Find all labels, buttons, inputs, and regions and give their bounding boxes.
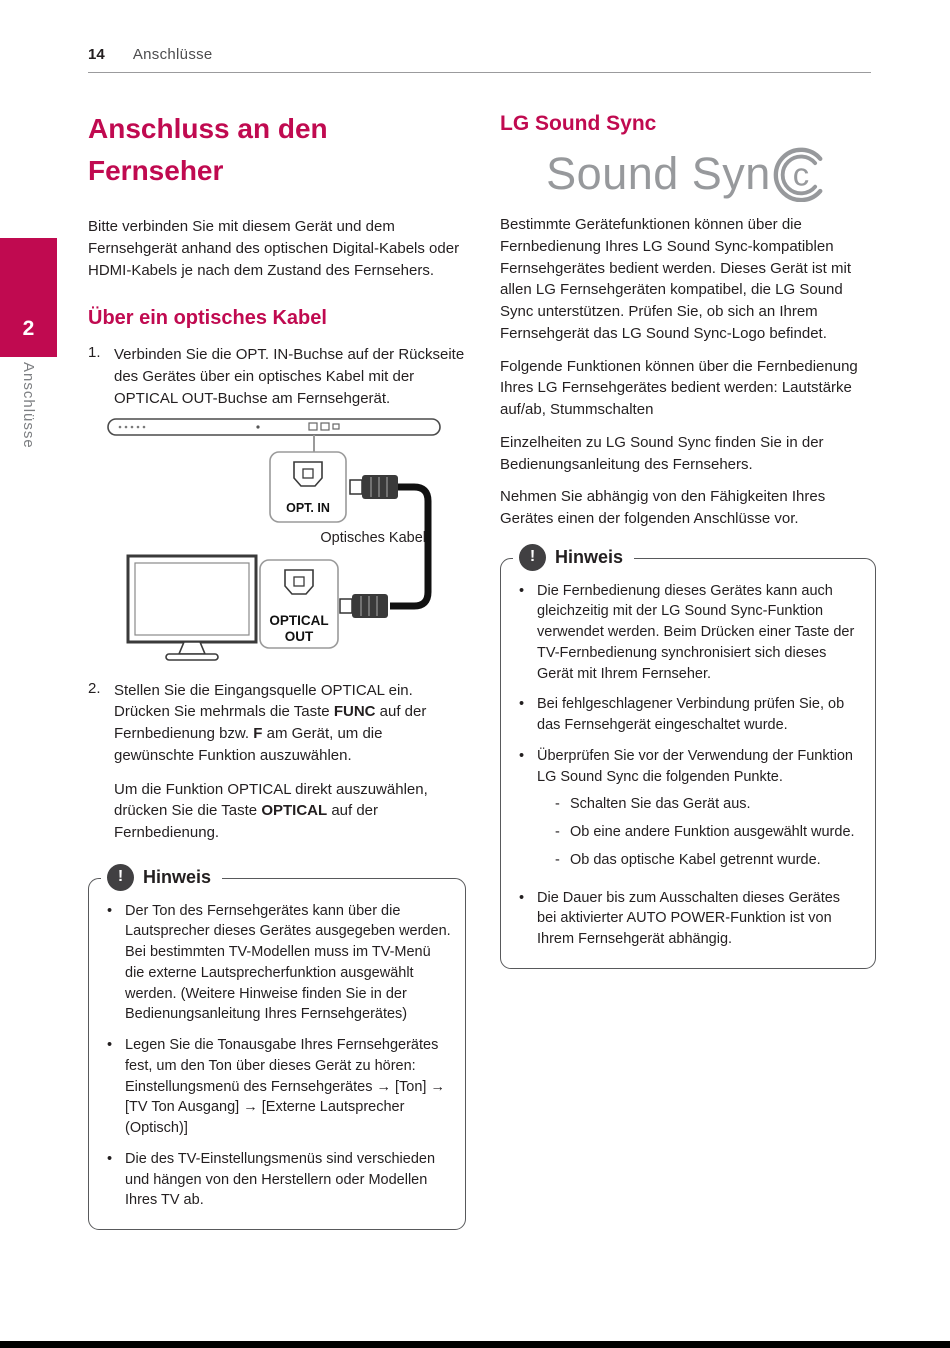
logo-letter-c: c bbox=[792, 155, 810, 193]
optical-cable-plug-bottom bbox=[340, 594, 388, 618]
chapter-vertical-label: Anschlüsse bbox=[20, 362, 37, 449]
bullet-icon: • bbox=[519, 696, 525, 713]
subsection-title: Über ein optisches Kabel bbox=[88, 307, 327, 330]
bullet-icon: • bbox=[107, 902, 113, 919]
sound-sync-logo bbox=[500, 144, 876, 202]
note-bullet: • Bei fehlgeschlagener Verbindung prüfen Sie, ob das Fernsehgerät eingeschaltet wurde. bbox=[519, 694, 862, 735]
step-2-paragraph-2: Um die Funktion OPTICAL direkt auszuwählen, drücken Sie die Taste OPTICAL auf der Fernbedienung. bbox=[114, 780, 428, 841]
note-bullet: • Legen Sie die Tonausgabe Ihres Fernsehgerätes fest, um den Ton über dieses Gerät zu hören: Einstellungsmenü des Fernsehgerätes → [Ton] → [TV Ton Ausgang] → [Externe Lautsprecher (Optisch)] bbox=[107, 1035, 452, 1139]
section-title-right: LG Sound Sync bbox=[500, 112, 657, 135]
optical-out-label-1: OPTICAL bbox=[269, 612, 329, 628]
sound-sync-logo-text: Sound Syn bbox=[546, 147, 771, 199]
bullet-icon: • bbox=[519, 747, 525, 764]
right-paragraph: Bestimmte Gerätefunktionen können über die Fernbedienung Ihres LG Sound Sync-kompatiblen Fernsehgerätes bedient werden. Dieses Gerät ist mit allen LG Fernsehgeräten kompatibel, die LG Sound Sync unterstützen. Prüfen Sie, ob sich an Ihrem Fernsehgerät das LG Sound Sync-Logo befindet. bbox=[500, 216, 851, 342]
note-bullet: • Die des TV-Einstellungsmenüs sind verschieden und hängen von den Herstellern oder Modellen Ihres TV ab. bbox=[107, 1149, 452, 1211]
page-number: 14 bbox=[88, 46, 105, 63]
note-box-right bbox=[500, 546, 876, 969]
note-title bbox=[513, 544, 634, 571]
chapter-tab bbox=[0, 238, 57, 357]
note-bullet: • Überprüfen Sie vor der Verwendung der Funktion LG Sound Sync die folgenden Punkte. - Schalten Sie das Gerät aus. - Ob eine andere Funktion ausgewählt wurde. - Ob das optische Kabel getrennt wurde. bbox=[519, 746, 862, 878]
optical-cable bbox=[390, 487, 428, 606]
step-1-text: Verbinden Sie die OPT. IN-Buchse auf der Rückseite des Gerätes über ein optisches Kabel mit der OPTICAL OUT-Buchse am Fernsehgerät. bbox=[114, 346, 465, 407]
note-subitem: - Schalten Sie das Gerät aus. bbox=[555, 794, 862, 815]
note-bullet: • Die Fernbedienung dieses Gerätes kann auch gleichzeitig mit der LG Sound Sync-Funktion verwendet werden. Beim Drücken einer Taste der TV-Fernbedienung synchronisiert sich dieses Gerät mit Ihrem Fernseher. bbox=[519, 581, 862, 685]
page-header bbox=[88, 46, 871, 73]
right-paragraph: Folgende Funktionen können über die Fernbedienung Ihres LG Fernsehgerätes bedient werden: Lautstärke auf/ab, Stummschalten bbox=[500, 357, 858, 418]
step-2 bbox=[88, 680, 466, 844]
optical-out-label-2: OUT bbox=[284, 628, 314, 644]
intro-paragraph: Bitte verbinden Sie mit diesem Gerät und dem Fernsehgerät anhand des optischen Digital-Kabels oder HDMI-Kabels je nach dem Zustand des Fernsehers. bbox=[88, 218, 460, 279]
cable-label: Optisches Kabel bbox=[320, 529, 426, 546]
footer-bar bbox=[0, 1341, 950, 1348]
tv-illustration bbox=[128, 556, 256, 660]
step-2-number: 2. bbox=[88, 679, 101, 697]
section-title: Anschluss an den Fernseher bbox=[88, 113, 328, 186]
left-column bbox=[88, 108, 466, 1230]
right-column bbox=[500, 104, 876, 969]
optical-out-callout bbox=[260, 560, 338, 648]
optical-port-icon bbox=[294, 462, 322, 486]
step-1-number: 1. bbox=[88, 344, 101, 362]
note-title bbox=[101, 864, 222, 891]
bullet-icon: • bbox=[519, 582, 525, 599]
soundbar-illustration bbox=[108, 419, 440, 435]
exclamation-icon: ! bbox=[519, 544, 546, 571]
note-box-left bbox=[88, 866, 466, 1230]
note-title-text: Hinweis bbox=[143, 866, 212, 887]
bullet-icon: • bbox=[107, 1150, 113, 1167]
right-paragraph: Nehmen Sie abhängig von den Fähigkeiten Ihres Gerätes einen der folgenden Anschlüsse vor. bbox=[500, 488, 826, 527]
bullet-icon: • bbox=[107, 1037, 113, 1054]
exclamation-icon: ! bbox=[107, 864, 134, 891]
note-subitem: - Ob eine andere Funktion ausgewählt wurde. bbox=[555, 822, 862, 843]
opt-in-label: OPT. IN bbox=[286, 500, 330, 515]
note-subitem: - Ob das optische Kabel getrennt wurde. bbox=[555, 850, 862, 871]
optical-connection-diagram bbox=[88, 416, 466, 672]
step-2-text bbox=[114, 680, 466, 844]
chapter-number: 2 bbox=[22, 317, 35, 340]
optical-port-icon bbox=[285, 570, 313, 594]
right-paragraph: Einzelheiten zu LG Sound Sync finden Sie in der Bedienungsanleitung des Fernsehers. bbox=[500, 433, 824, 473]
sound-sync-swirl-icon bbox=[772, 144, 830, 202]
step-2-paragraph-1: Stellen Sie die Eingangsquelle OPTICAL ein. Drücken Sie mehrmals die Taste FUNC auf der Fernbedienung bzw. F am Gerät, um die gewünschte Funktion auszuwählen. bbox=[114, 681, 427, 764]
dash-icon: - bbox=[555, 851, 560, 868]
dash-icon: - bbox=[555, 824, 560, 841]
opt-in-callout bbox=[270, 452, 346, 522]
dash-icon: - bbox=[555, 796, 560, 813]
step-1 bbox=[88, 344, 466, 409]
note-title-text: Hinweis bbox=[555, 546, 624, 567]
header-section-label: Anschlüsse bbox=[132, 46, 213, 63]
bullet-icon: • bbox=[519, 889, 525, 906]
note-bullet: • Die Dauer bis zum Ausschalten dieses Gerätes bei aktivierter AUTO POWER-Funktion ist von Ihrem Fernsehgerät abhängig. bbox=[519, 888, 862, 950]
note-bullet: • Der Ton des Fernsehgerätes kann über die Lautsprecher dieses Gerätes ausgegeben werden. Bei bestimmten TV-Modellen muss im TV-Menü die externe Lautsprecherfunktion ausgewählt werden. (Weitere Hinweise finden Sie in der Bedienungsanleitung Ihres Fernsehgerätes) bbox=[107, 901, 452, 1025]
